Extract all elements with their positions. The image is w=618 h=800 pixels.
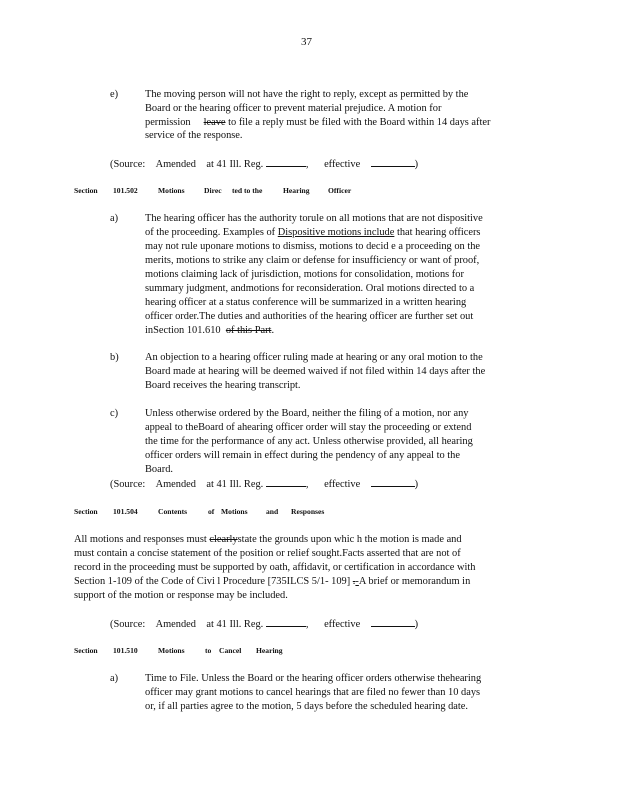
page-number: 37 xyxy=(301,36,312,48)
sec502-a-line-9: inSection 101.610 of this Part. xyxy=(145,325,275,336)
sec504-line-1: All motions and responses must clearlystate the grounds upon whic h the motion is made and xyxy=(74,534,462,545)
sec510-a-line-1: Time to File. Unless the Board or the hearing officer orders otherwise thehearing xyxy=(145,673,482,684)
sec502-b-line-1: An objection to a hearing officer ruling made at hearing or any oral motion to the xyxy=(145,352,483,363)
struck-clearly: clearly xyxy=(209,534,238,545)
sec502-c-line-2: appeal to theBoard of ahearing officer order will stay the proceeding or extend xyxy=(145,422,472,433)
item-label-c: c) xyxy=(110,408,119,419)
sec502-a-line-6: summary judgment, andmotions for reconsideration. Oral motions directed to a xyxy=(145,283,475,294)
sec504-line-3: record in the proceeding must be supported by oath, affidavit, or certification in accordance with xyxy=(74,562,476,573)
sec504-line-4: Section 1-109 of the Code of Civi l Procedure [735ILCS 5/1- 109] .-A brief or memorandum in xyxy=(74,576,471,587)
sec502-a-line-4: merits, motions to strike any claim or defense for insufficiency or want of proof, xyxy=(145,255,480,266)
sec504-line-5: support of the motion or response may be included. xyxy=(74,590,288,601)
sec502-a-line-1: The hearing officer has the authority torule on all motions that are not dispositive xyxy=(145,213,483,224)
source-note-2: (Source: Amended at 41 Ill. Reg. , effective ) xyxy=(110,479,419,490)
underlined-insertion: Dispositive motions include xyxy=(277,227,395,238)
sec510-a-line-3: or, if all parties agree to the motion, 5 days before the scheduled hearing date. xyxy=(145,701,469,712)
item-label-a-510: a) xyxy=(110,673,119,684)
sec502-a-line-7: hearing officer at a status conference will be summarized in a written hearing xyxy=(145,297,467,308)
para-e-line-4: service of the response. xyxy=(145,130,243,141)
struck-of-this-part: of this Part xyxy=(225,325,272,336)
sec502-a-line-5: motions claiming lack of jurisdiction, motions for consolidation, motions for xyxy=(145,269,464,280)
source-note-3: (Source: Amended at 41 Ill. Reg. , effective ) xyxy=(110,619,419,630)
sec510-a-line-2: officer may grant motions to cancel hearings that are filed no fewer than 10 days xyxy=(145,687,481,698)
sec502-a-line-3: may not rule uponare motions to dismiss, motions to decid e a proceeding on the xyxy=(145,241,481,252)
para-e-line-3-rest: to file a reply must be filed with the Board within 14 days after xyxy=(228,117,491,128)
struck-leave: leave xyxy=(203,117,226,128)
item-label-e: e) xyxy=(110,89,119,100)
item-label-a: a) xyxy=(110,213,119,224)
sec502-b-line-3: Board receives the hearing transcript. xyxy=(145,380,301,391)
sec502-b-line-2: Board made at hearing will be deemed waived if not filed within 14 days after the xyxy=(145,366,486,377)
word-permission: permission xyxy=(145,117,191,128)
sec502-c-line-3: the time for the performance of any act. Unless otherwise provided, all hearing xyxy=(145,436,473,447)
sec502-c-line-4: officer orders will remain in effect during the pendency of any appeal to the xyxy=(145,450,460,461)
para-e-line-2: Board or the hearing officer to prevent material prejudice. A motion for xyxy=(145,103,442,114)
sec502-c-line-1: Unless otherwise ordered by the Board, neither the filing of a motion, nor any xyxy=(145,408,469,419)
item-label-b: b) xyxy=(110,352,119,363)
para-e-line-3 xyxy=(145,116,490,129)
source-note-1: (Source: Amended at 41 Ill. Reg. , effective ) xyxy=(110,159,419,170)
para-e-line-1: The moving person will not have the right to reply, except as permitted by the xyxy=(145,89,469,100)
sec502-c-line-5: Board. xyxy=(145,464,173,475)
sec502-a-line-2: of the proceeding. Examples of Dispositive motions include that hearing officers xyxy=(145,227,481,238)
sec502-a-line-8: officer order.The duties and authorities of the hearing officer are further set out xyxy=(145,311,474,322)
sec504-line-2: must contain a concise statement of the position or relief sought.Facts asserted that are not of xyxy=(74,548,461,559)
